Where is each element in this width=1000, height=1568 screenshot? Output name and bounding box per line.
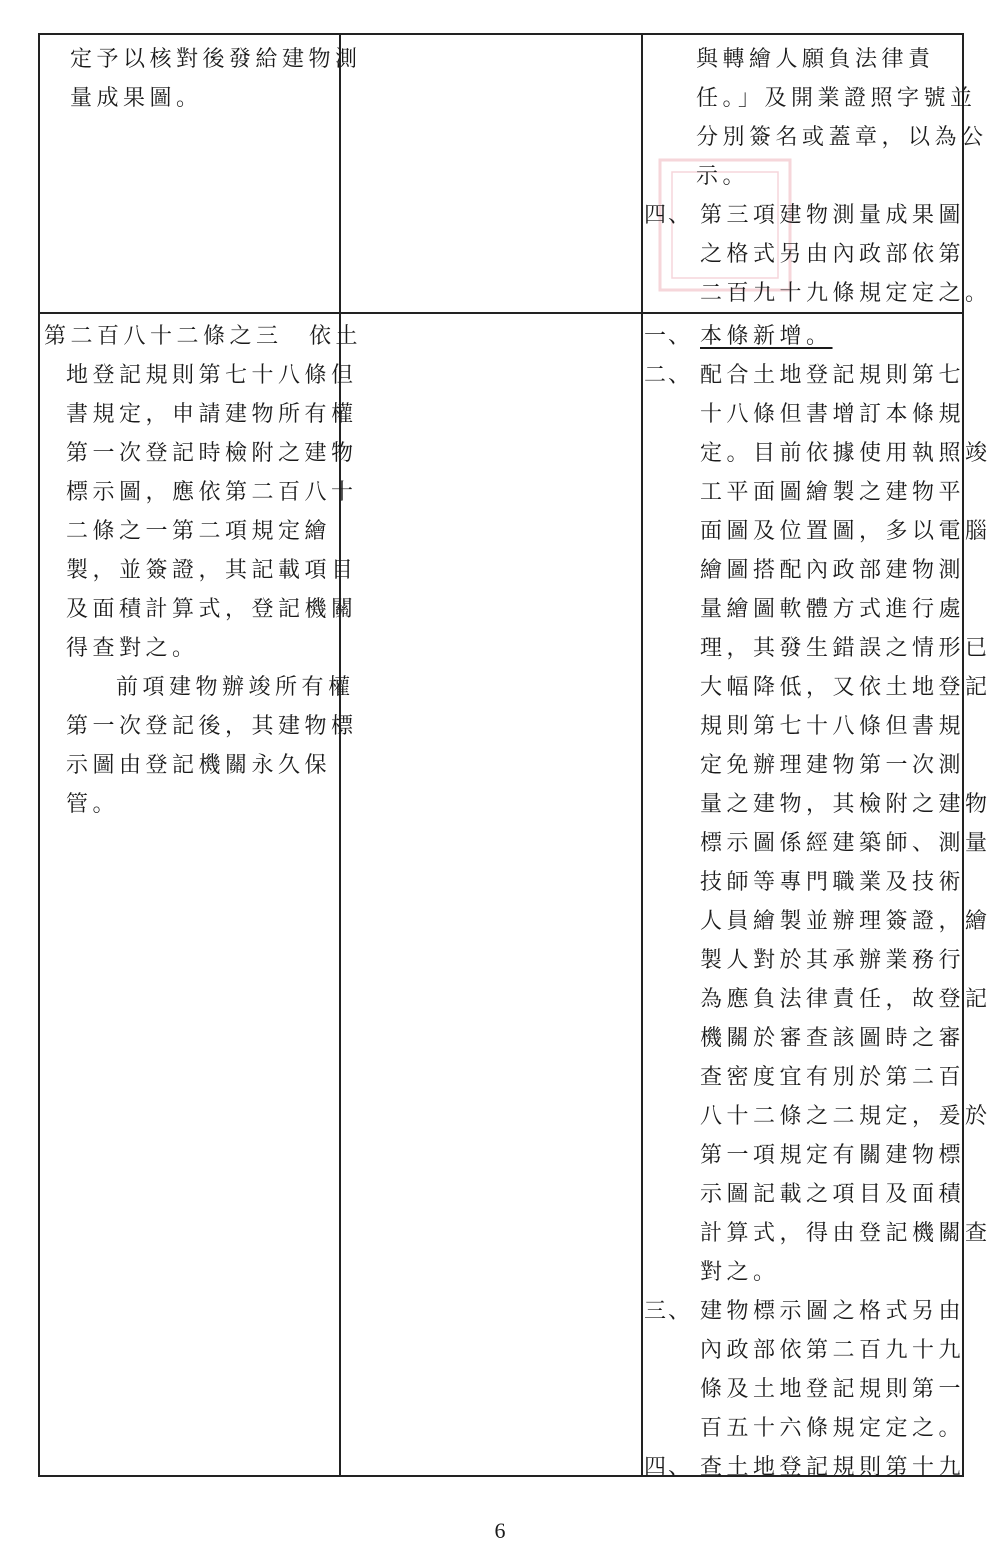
item-line: 人員繪製並辦理簽證，繪: [700, 909, 992, 934]
item-number: 二、: [644, 363, 693, 388]
item-line: 八十二條之二規定，爰於: [700, 1104, 992, 1129]
item-line: 查密度宜有別於第二百: [700, 1065, 966, 1090]
item-line: 條及土地登記規則第一: [700, 1377, 966, 1402]
item-line: 為應負法律責任，故登記: [700, 987, 992, 1012]
item-line: 計算式，得由登記機關查: [700, 1221, 992, 1246]
item-line: 定免辦理建物第一次測: [700, 753, 966, 778]
table-top-border: [38, 33, 964, 35]
article-line: 第一次登記時檢附之建物: [66, 441, 358, 466]
item-line: 第一項規定有關建物標: [700, 1143, 966, 1168]
row1-left-cell: [48, 40, 362, 118]
explanation-item: [644, 356, 992, 1292]
explanation-item: [644, 196, 992, 313]
item-number: 四、: [644, 1455, 693, 1480]
item-line: 定。目前依據使用執照竣: [700, 441, 992, 466]
explanation-item: [644, 1292, 966, 1448]
item-line: 內政部依第二百九十九: [700, 1338, 966, 1363]
item-number: 三、: [644, 1299, 693, 1324]
page-number: 6: [494, 1518, 506, 1543]
article-line: 製，並簽證，其記載項目: [66, 558, 358, 583]
article-line: 書規定，申請建物所有權: [66, 402, 358, 427]
item-line: 百五十六條規定定之。: [700, 1416, 966, 1441]
article-line: 二條之一第二項規定繪: [66, 519, 332, 544]
item-line: 標示圖係經建築師、測量: [700, 831, 992, 856]
item-line: 面圖及位置圖，多以電腦: [700, 519, 992, 544]
row1-right-line: 任。」及開業證照字號並: [696, 86, 977, 111]
item-line: 查土地登記規則第十九: [700, 1455, 966, 1480]
item-line: 之格式另由內政部依第: [700, 242, 966, 267]
item-line: 機關於審查該圖時之審: [700, 1026, 966, 1051]
item-line: 配合土地登記規則第七: [700, 363, 966, 388]
item-line: 本條新增。: [700, 324, 833, 349]
item-number: 一、: [644, 324, 693, 349]
article-line: 標示圖，應依第二百八十: [66, 480, 358, 505]
item-line: 十八條但書增訂本條規: [700, 402, 966, 427]
article-paragraph-line: 前項建物辦竣所有權: [116, 675, 355, 700]
item-line: 第三項建物測量成果圖: [700, 203, 966, 228]
item-line: 對之。: [700, 1260, 780, 1285]
item-number: 四、: [644, 203, 693, 228]
row1-left-line: 定予以核對後發給建物測: [70, 47, 362, 72]
table-left-border: [38, 33, 40, 1477]
explanation-item: [644, 1448, 966, 1487]
table-column-divider-2: [641, 33, 643, 1477]
item-line: 量之建物，其檢附之建物: [700, 792, 992, 817]
row2-right-cell: [644, 317, 992, 1487]
row1-right-line: 示。: [696, 164, 750, 189]
explanation-item: [644, 317, 962, 356]
row1-right-cell: [644, 40, 992, 313]
item-line: 示圖記載之項目及面積: [700, 1182, 966, 1207]
item-line: 二百九十九條規定定之。: [700, 281, 992, 306]
item-line: 量繪圖軟體方式進行處: [700, 597, 966, 622]
article-paragraph-line: 第一次登記後，其建物標: [66, 714, 358, 739]
row1-right-line: 與轉繪人願負法律責: [696, 47, 935, 72]
row1-left-line: 量成果圖。: [70, 86, 203, 111]
item-line: 建物標示圖之格式另由: [700, 1299, 966, 1324]
article-line: 地登記規則第七十八條但: [66, 363, 358, 388]
item-line: 規則第七十八條但書規: [700, 714, 966, 739]
article-line: 及面積計算式，登記機關: [66, 597, 358, 622]
article-line: 得查對之。: [66, 636, 199, 661]
item-line: 工平面圖繪製之建物平: [700, 480, 966, 505]
item-line: 繪圖搭配內政部建物測: [700, 558, 966, 583]
item-line: 製人對於其承辦業務行: [700, 948, 966, 973]
article-title-line: 第二百八十二條之三 依土: [44, 324, 363, 349]
item-line: 大幅降低，又依土地登記: [700, 675, 992, 700]
article-paragraph-line: 示圖由登記機關永久保: [66, 753, 332, 778]
row2-left-cell: [44, 317, 363, 824]
item-line: 理，其發生錯誤之情形已: [700, 636, 992, 661]
article-paragraph-line: 管。: [66, 792, 120, 817]
item-line: 技師等專門職業及技術: [700, 870, 966, 895]
row1-right-line: 分別簽名或蓋章，以為公: [696, 125, 988, 150]
